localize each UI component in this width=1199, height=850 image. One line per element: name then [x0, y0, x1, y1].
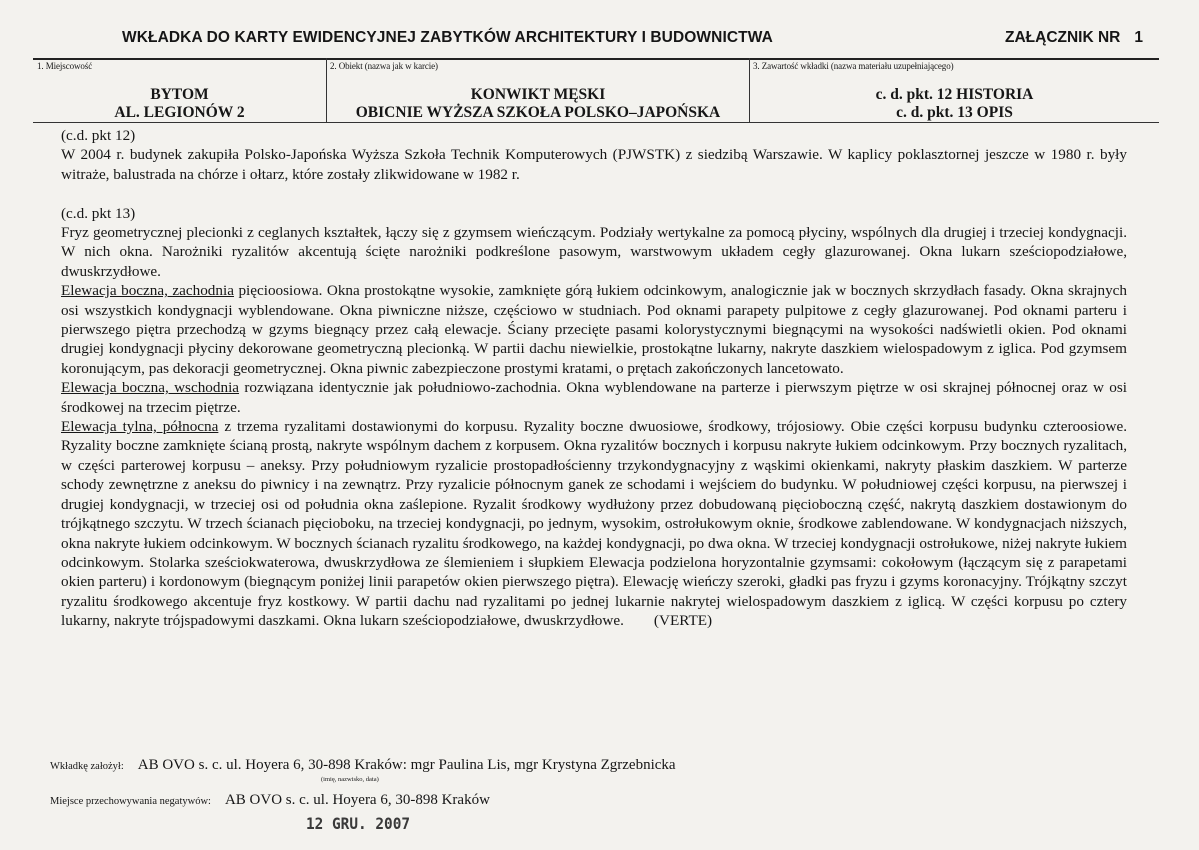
object-label: 2. Obiekt (nazwa jak w karcie): [330, 61, 438, 71]
locality-line-2: AL. LEGIONÓW 2: [114, 104, 245, 121]
north-elevation-text: z trzema ryzalitami dostawionymi do korpusu. Ryzality boczne dwuosiowe, środkowy, trójosiowy. Obie części korpusu budynku czteroosiowe. Ryzality boczne zamknięte ścianą prostą, nakryte wspólnym dachem z korpusem. Okna ryzalitów bocznych i korpusu nakryte łukiem odcinkowym. Przy bocznych ryzalitach, w części parterowej korpusu – aneksy. Przy południowym ryzalicie prostopadłościenny trzykondygnacyjny z wąskimi okienkami, nakryty płaskim daszkiem. W parterze schody zewnętrzne z aneksu do piwnicy i na zewnątrz. Przy ryzalicie północnym ganek ze schodami i wejściem do budynku. W południowej części korpusu, na pierwszej i drugiej kondygnacji, w trzeciej osi od południa okna zaślepione. Ryzalit środkowy wydłużony przez dobudowaną pięcioboczną część, nakrytą daszkiem dostawionym do trójkątnego szczytu. W trzech ścianach pięcioboku, na trzeciej kondygnacji, po jednym, wysokim, ostrołukowym oknie, środkowe zablendowane. W kondygnacjach niższych, okna nakryte łukiem odcinkowym. W bocznych ścianach ryzalitu środkowego, na każdej kondygnacji, po dwa okna. W trzeciej kondygnacji ostrołukowe, niżej nakryte łukiem odcinkowym. Stolarka sześciokwaterowa, dwuskrzydłowa ze ślemieniem i słupkiem Elewacja podzielona horyzontalnie gzymsami: cokołowym (łączącym się z parapetami okien parteru) i kordonowym (biegnącym poniżej linii parapetów okien pierwszego piętra). Elewację wieńczy szeroki, gładki pas fryzu i gzyms koronacyjny. Trójkątny szczyt ryzalitu środkowego akcentuje fryz kostkowy. W partii dachu nad ryzalitami po jednej lukarnie nakrytej wielospadowym daszkiem z iglicą. W części korpusu po cztery lukarny, nakryte trójspadowymi daszkami. Okna lukarn sześciopodziałowe, dwuskrzydłowe.: [61, 418, 1127, 630]
prepared-by-value: AB OVO s. c. ul. Hoyera 6, 30-898 Kraków: mgr Paulina Lis, mgr Krystyna Zgrzebnicka: [137, 757, 676, 773]
west-elevation-title: Elewacja boczna, zachodnia: [61, 282, 234, 300]
west-elevation-paragraph: [61, 281, 1127, 378]
prepared-by-line: [50, 757, 676, 774]
section-12-heading: (c.d. pkt 12): [61, 127, 136, 144]
document-body: [61, 126, 1127, 631]
prepared-by-label: Wkładkę założył:: [50, 761, 124, 772]
north-elevation-paragraph: [61, 417, 1127, 630]
locality-line-1: BYTOM: [150, 86, 209, 103]
verte-marker: (VERTE): [653, 612, 713, 630]
annex-label: ZAŁĄCZNIK NR: [1005, 29, 1121, 46]
page-title: WKŁADKA DO KARTY EWIDENCYJNEJ ZABYTKÓW ARCHITEKTURY I BUDOWNICTWA: [122, 29, 773, 46]
negatives-storage-line: [50, 792, 490, 809]
east-elevation-title: Elewacja boczna, wschodnia: [61, 379, 240, 397]
negatives-storage-label: Miejsce przechowywania negatywów:: [50, 796, 211, 807]
annex-number: 1: [1134, 29, 1143, 46]
annex-header: [1005, 29, 1143, 47]
date-stamp: 12 GRU. 2007: [306, 814, 411, 833]
content-label: 3. Zawartość wkładki (nazwa materiału uzupełniającego): [753, 61, 954, 71]
north-elevation-title: Elewacja tylna, północna: [61, 418, 219, 436]
section-13-intro: Fryz geometrycznej plecionki z ceglanych kształtek, łączy się z gzymsem wieńczącym. Podziały wertykalne za pomocą płyciny, wspólnych dla drugiej i trzeciej kondygnacji. W nich okna. Narożniki ryzalitów akcentują ścięte narożniki podkreślone pasowym, warstwowym układem cegły glazurowanej. Okna lukarn sześciopodziałowe, dwuskrzydłowe.: [61, 224, 1127, 280]
object-line-1: KONWIKT MĘSKI: [470, 86, 606, 103]
locality-label: 1. Miejscowość: [37, 61, 93, 71]
section-12-text: W 2004 r. budynek zakupiła Polsko-Japońska Wyższa Szkoła Technik Komputerowych (PJWSTK) z siedzibą Warszawie. W kaplicy poklasztornej jeszcze w 1980 r. były witraże, balustrada na chórze i ołtarz, które zostały zlikwidowane w 1982 r.: [61, 146, 1127, 183]
east-elevation-paragraph: [61, 378, 1127, 417]
negatives-storage-value: AB OVO s. c. ul. Hoyera 6, 30-898 Kraków: [224, 792, 490, 808]
content-line-1: c. d. pkt. 12 HISTORIA: [875, 86, 1034, 103]
section-13-heading: (c.d. pkt 13): [61, 204, 136, 222]
object-line-2: OBICNIE WYŻSZA SZKOŁA POLSKO–JAPOŃSKA: [355, 104, 721, 121]
east-elevation-text: rozwiązana identycznie jak południowo-zachodnia. Okna wyblendowane na parterze i pierwszym piętrze w osi skrajnej północnej oraz w osi środkowej na trzecim piętrze.: [61, 379, 1127, 416]
content-line-2: c. d. pkt. 13 OPIS: [896, 104, 1013, 121]
header-top-rule: [33, 58, 1159, 60]
header-bottom-rule: [33, 122, 1159, 123]
west-elevation-text: pięcioosiowa. Okna prostokątne wysokie, zamknięte górą łukiem odcinkowym, analogicznie jak w bocznych skrzydłach fasady. Okna skrajnych osi wszystkich kondygnacji wyblendowane. Okna piwniczne niższe, częściowo w studniach. Pod oknami parapety pulpitowe z cegły glazurowanej. Pod oknami parteru i pierwszego piętra przechodzą w gzyms biegnący przez całą elewacje. Ściany przecięte pasami kolorystycznymi biegnącymi na wysokości nadświetli okien. Pod oknami drugiej kondygnacji płyciny dekorowane geometryczną plecionką. W partii dachu niewielkie, prostokątne lukarny, nakryte daszkiem wielospadowym z iglica. Pod gzymsem koronującym, pas dekoracji geometrycznej. Okna piwnic zabezpieczone prostymi kratami, o prętach zakończonych lancetowato.: [61, 282, 1127, 377]
prepared-by-note: (imię, nazwisko, data): [321, 776, 379, 783]
